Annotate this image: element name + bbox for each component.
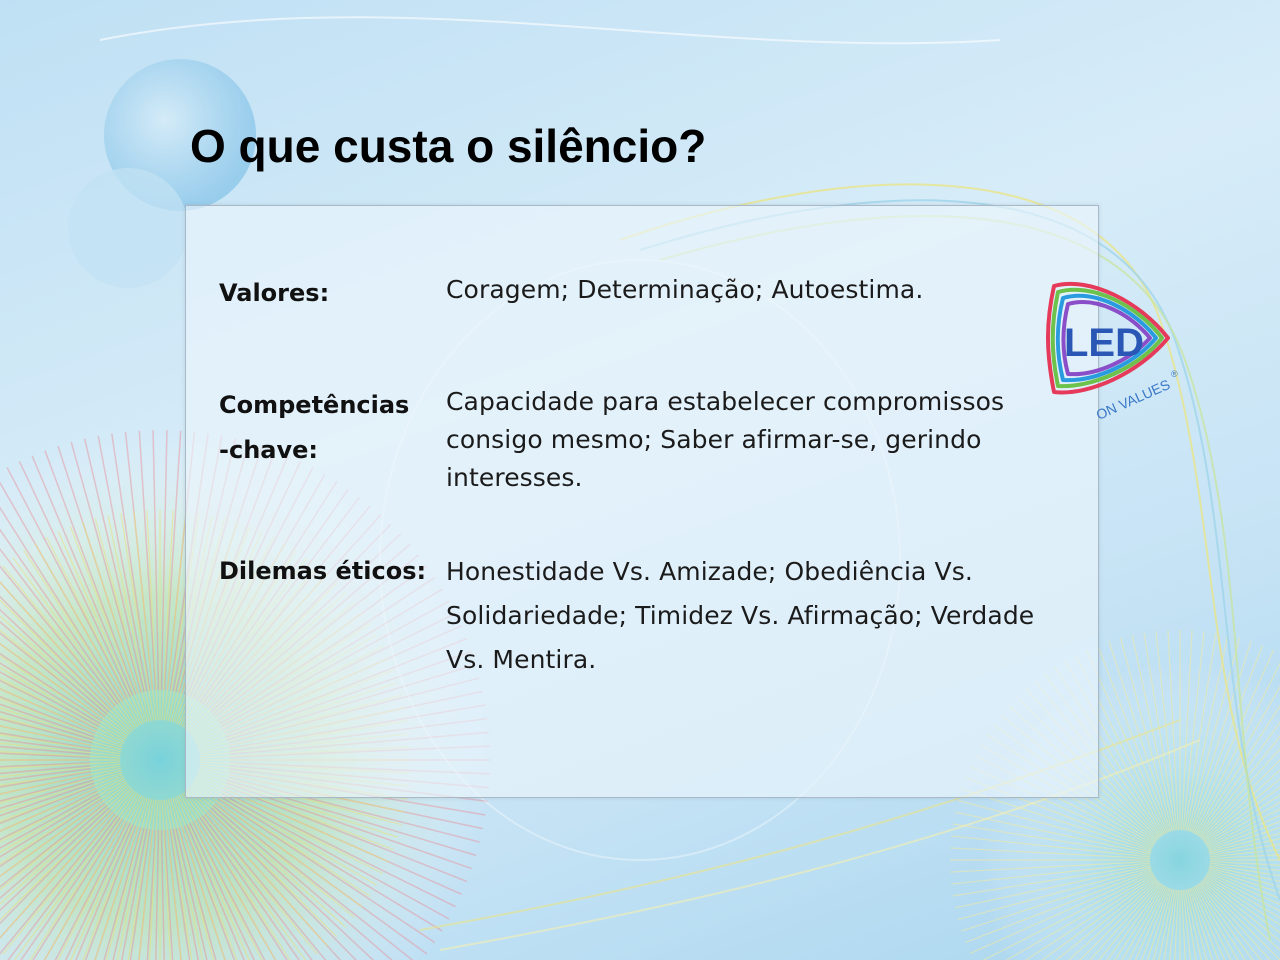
key-competences-label-line2: -chave: [219,436,318,464]
led-on-values-logo [1040,272,1180,424]
bubble-small [68,168,188,288]
values-label: Valores: [219,279,330,307]
key-competences-text-line3: interesses. [446,463,583,492]
ethical-dilemmas-text-line1: Honestidade Vs. Amizade; Obediência Vs. [446,557,973,586]
key-competences-label-line1: Competências [219,391,410,419]
ethical-dilemmas-text-line2: Solidariedade; Timidez Vs. Afirmação; Verdade [446,601,1035,630]
ethical-dilemmas-text-line3: Vs. Mentira. [446,645,597,674]
logo-text: LED [1064,321,1144,365]
values-text: Coragem; Determinação; Autoestima. [446,275,924,304]
logo-registered-mark: ® [1171,369,1178,379]
logo-subtext: ON VALUES [1093,376,1173,423]
slide-title: O que custa o silêncio? [190,120,707,172]
key-competences-text-line1: Capacidade para estabelecer compromissos [446,387,1005,416]
ethical-dilemmas-label: Dilemas éticos: [219,557,427,585]
key-competences-text-line2: consigo mesmo; Saber afirmar-se, gerindo [446,425,982,454]
